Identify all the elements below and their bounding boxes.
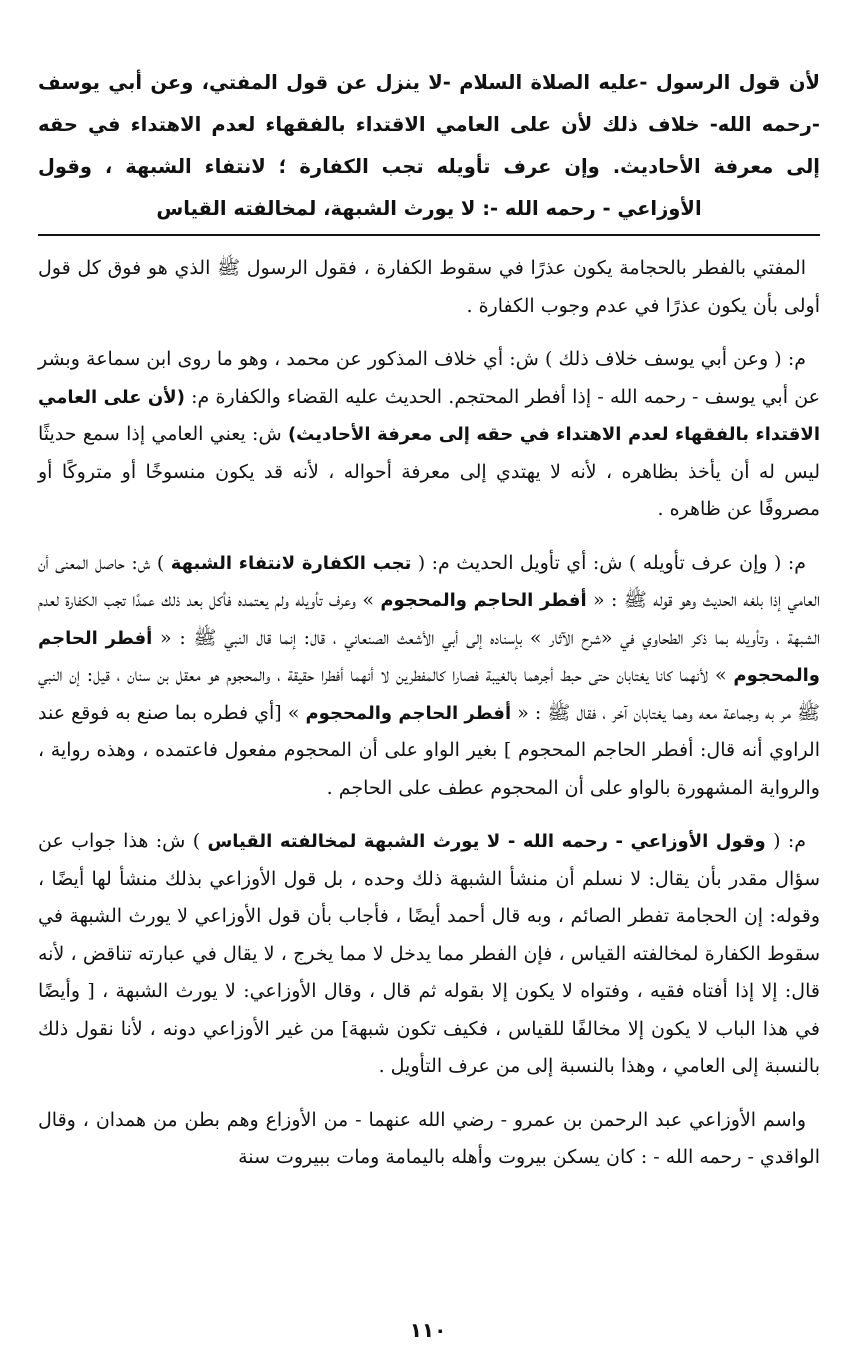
commentary: [38, 250, 820, 1177]
commentary-paragraph: [38, 1102, 820, 1177]
commentary-paragraph: [38, 823, 820, 1086]
bold-quote: تجب الكفارة لانتفاء الشبهة: [170, 552, 412, 574]
text-run: ) ش: حاصل المعنى أن العامي إذا بلغه الحديث وهو قوله ﷺ : «: [38, 551, 820, 611]
text-run: م: ( وعن أبي يوسف خلاف ذلك ) ش: أي خلاف المذكور عن محمد ، وهو ما روى ابن سماعة وبشر عن أبي يوسف - رحمه الله - إذا أفطر المحتجم. الحديث عليه القضاء والكفارة م:: [38, 348, 820, 408]
text-run: » [أي فطره بما صنع به فوقع عند الراوي أنه قال: أفطر الحاجم المحجوم ] بغير الواو على أن المحجوم مفعول فاعتمده ، وهذه رواية ، والرواية المشهورة بالواو على أن المحجوم عطف على الحاجم .: [38, 701, 820, 799]
matn-text: لأن قول الرسول -عليه الصلاة السلام -لا ينزل عن قول المفتي، وعن أبي يوسف -رحمه الله- خلاف ذلك لأن على العامي الاقتداء بالفقهاء لعدم الاهتداء في حقه إلى معرفة الأحاديث. وإن عرف تأويله تجب الكفارة ؛ لانتفاء الشبهة ، وقول الأوزاعي - رحمه الله -: لا يورث الشبهة، لمخالفته القياس: [38, 71, 820, 220]
text-run: » وعرف تأويله ولم يعتمده فأكل بعد ذلك عمدًا تجب الكفارة لعدم الشبهة ، وتأويله بما ذكر الطحاوي في «شرح الآثار » بإسناده إلى أبي الأشعث الصنعاني ، قال: إنما قال النبي ﷺ : «: [38, 589, 821, 649]
bold-quote: وقول الأوزاعي - رحمه الله - لا يورث الشبهة لمخالفته القياس: [207, 831, 766, 852]
commentary-paragraph: [38, 341, 820, 529]
commentary-paragraph: [38, 250, 820, 325]
commentary-paragraph: [38, 545, 820, 808]
bold-quote: أفطر الحاجم والمحجوم: [305, 702, 512, 724]
text-run: واسم الأوزاعي عبد الرحمن بن عمرو - رضي الله عنهما - من الأوزاع وهم بطن من همدان ، وقال الواقدي - رحمه الله - : كان يسكن بيروت وأهله باليمامة ومات ببيروت سنة: [38, 1108, 820, 1168]
separator-rule: [38, 234, 820, 236]
text-run: المفتي بالفطر بالحجامة يكون عذرًا في سقوط الكفارة ، فقول الرسول ﷺ الذي هو فوق كل قول أولى بأن يكون عذرًا في عدم وجوب الكفارة .: [38, 257, 820, 317]
bold-quote: (لأن على العامي الاقتداء بالفقهاء لعدم الاهتداء في حقه إلى معرفة الأحاديث): [38, 386, 820, 445]
text-run: م: (: [765, 830, 806, 852]
page-body: [38, 62, 820, 1177]
text-run: ) ش: هذا جواب عن سؤال مقدر بأن يقال: لا نسلم أن منشأ الشبهة ذلك وحده ، بل قول الأوزاعي بذلك منشأ لها أيضًا ، وقوله: إن الحجامة تفطر الصائم ، وبه قال أحمد أيضًا ، فأجاب بأن قول الأوزاعي لا يورث الشبهة في سقوط الكفارة لمخالفته القياس ، فإن الفطر مما يدخل لا مما يخرج ، لا يقال في عبارته تناقض ، لأنه قال: إلا إذا أفتاه فقيه ، وفتواه لا يكون إلا بقوله ثم قال ، وقال الأوزاعي: لا يورث الشبهة ، [ وأيضًا في هذا الباب لا يكون إلا مخالفًا للقياس ، فكيف تكون شبهة] من غير الأوزاعي دونه ، لأنا نقول ذلك بالنسبة إلى العامي ، وهذا بالنسبة إلى من عرف التأويل .: [38, 830, 820, 1077]
bold-quote: أفطر الحاجم والمحجوم: [380, 590, 587, 611]
bold-quote: أفطر الحاجم والمحجوم: [38, 627, 820, 686]
text-run: ش: يعني العامي إذا سمع حديثًا ليس له أن يأخذ بظاهره ، لأنه لا يهتدي إلى معرفة أحواله ، لأنه قد يكون منسوخًا أو متروكًا أو مصروفًا عن ظاهره .: [38, 423, 820, 520]
text-run: » لأنهما كانا يغتابان حتى حبط أجرهما بالغيبة فصارا كالمفطرين لا أنهما أفطرا حقيقة ، والمحجوم هو معقل بن سنان ، قيل: إن النبي ﷺ مر به وجماعة معه وهما يغتابان آخر ، فقال ﷺ : «: [38, 664, 821, 724]
text-run: م: ( وإن عرف تأويله ) ش: أي تأويل الحديث م: (: [411, 551, 806, 574]
page-number: ١١٠: [409, 1318, 447, 1342]
